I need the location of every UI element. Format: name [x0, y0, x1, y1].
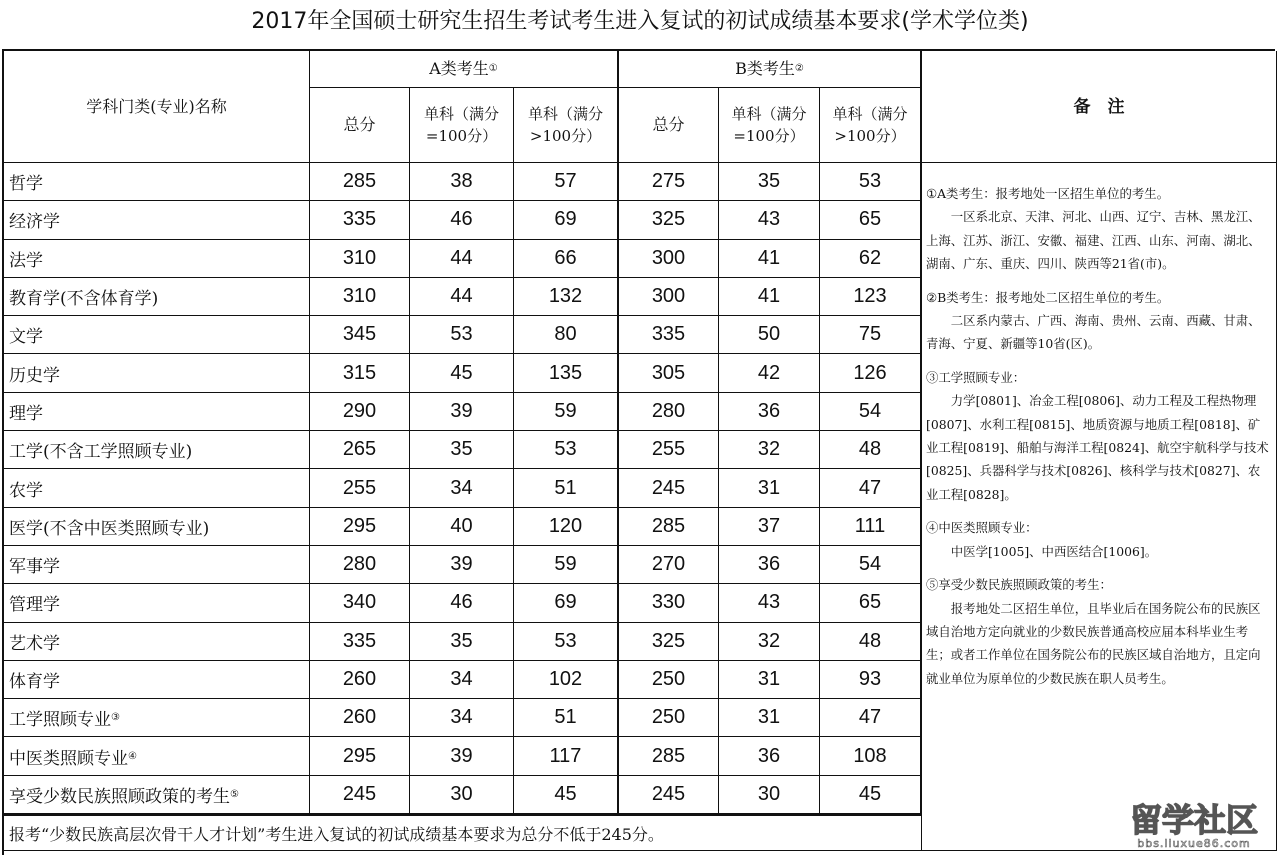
a-single-100-score: 34	[410, 469, 514, 507]
a-single-100-score: 44	[410, 240, 514, 278]
subject-name-text: 工学(不含工学照顾专业)	[9, 442, 193, 463]
b-single-100-score: 43	[719, 201, 820, 239]
a-total-score: 280	[310, 546, 410, 584]
group-a-label: A类考生	[429, 59, 489, 78]
a-single-over-100-score: 51	[514, 469, 619, 507]
subject-name-text: 经济学	[9, 212, 60, 233]
a-single-100-score: 34	[410, 699, 514, 737]
a-single-over-100-score: 120	[514, 508, 619, 546]
subject-name-text: 军事学	[9, 557, 60, 578]
a-single-100-score: 40	[410, 508, 514, 546]
a-single-over-100-score: 66	[514, 240, 619, 278]
subject-name-text: 管理学	[9, 595, 60, 616]
b-single-over-100-score: 47	[820, 469, 922, 507]
b-single-over-100-score: 108	[820, 737, 922, 775]
a-single-100-score: 46	[410, 201, 514, 239]
a-total-score: 295	[310, 737, 410, 775]
group-b-header	[619, 51, 922, 88]
a-single-100-score: 46	[410, 584, 514, 622]
a-single-over-100-score: 59	[514, 393, 619, 431]
b-single-over-100-score: 45	[820, 776, 922, 814]
remark-5	[926, 573, 1272, 690]
b-total-score: 330	[619, 584, 719, 622]
subject-name-text: 文学	[9, 327, 43, 348]
remark-4	[926, 516, 1272, 563]
a-single-over-100-score: 117	[514, 737, 619, 775]
a-total-score: 310	[310, 240, 410, 278]
a-total-score: 245	[310, 776, 410, 814]
a-total-header: 总分	[310, 88, 410, 163]
b-total-score: 255	[619, 431, 719, 469]
b-single-100-score: 32	[719, 623, 820, 661]
a-single-over-100-score: 102	[514, 661, 619, 699]
remark-2	[926, 286, 1272, 356]
b-single-100-score: 43	[719, 584, 820, 622]
group-b-label: B类考生	[735, 59, 795, 78]
b-single-over-100-score: 65	[820, 201, 922, 239]
a-single-100-score: 39	[410, 737, 514, 775]
subject-name-text: 体育学	[9, 672, 60, 692]
b-single-100-score: 32	[719, 431, 820, 469]
b-total-header: 总分	[619, 88, 719, 163]
b-single-100-score: 36	[719, 393, 820, 431]
b-single-100-score: 37	[719, 508, 820, 546]
b-total-score: 285	[619, 508, 719, 546]
a-total-score: 295	[310, 508, 410, 546]
subject-name-text: 医学(不含中医类照顾专业)	[9, 518, 210, 539]
b-single-over-100-score: 54	[820, 546, 922, 584]
a-single-over-100-score: 53	[514, 431, 619, 469]
subject-name-text: 法学	[9, 250, 43, 271]
b-single-100-score: 31	[719, 661, 820, 699]
remark-5-body: 报考地处二区招生单位，且毕业后在国务院公布的民族区域自治地方定向就业的少数民族普通高校应届本科毕业生考生；或者工作单位在国务院公布的民族区域自治地方，且定向就业单位为原单位的少数民族在职人员考生。	[926, 600, 1261, 686]
subject-name	[4, 699, 310, 737]
subject-header: 学科门类(专业)名称	[4, 51, 310, 163]
b-single-100-score: 41	[719, 278, 820, 316]
group-a-header	[310, 51, 619, 88]
b-single-over-100-score: 62	[820, 240, 922, 278]
subject-name	[4, 469, 310, 507]
a-single-over-100-header: 单科（满分>100分）	[514, 88, 619, 163]
page-title: 2017年全国硕士研究生招生考试考生进入复试的初试成绩基本要求(学术学位类)	[251, 9, 1029, 34]
subject-name	[4, 316, 310, 354]
b-single-over-100-score: 126	[820, 354, 922, 392]
b-total-score: 245	[619, 776, 719, 814]
b-total-score: 305	[619, 354, 719, 392]
a-total-score: 255	[310, 469, 410, 507]
b-single-100-score: 36	[719, 546, 820, 584]
subject-name-text: 哲学	[9, 174, 43, 195]
a-total-score: 340	[310, 584, 410, 622]
b-total-score: 325	[619, 201, 719, 239]
b-total-score: 300	[619, 278, 719, 316]
a-single-over-100-score: 80	[514, 316, 619, 354]
a-total-score: 260	[310, 661, 410, 699]
b-total-score: 335	[619, 316, 719, 354]
a-single-over-100-score: 135	[514, 354, 619, 392]
a-single-100-score: 30	[410, 776, 514, 814]
b-single-100-score: 30	[719, 776, 820, 814]
subject-name-text: 农学	[9, 480, 43, 501]
remarks-panel	[922, 163, 1277, 851]
b-single-over-100-score: 93	[820, 661, 922, 699]
b-single-over-100-score: 48	[820, 431, 922, 469]
a-single-100-score: 39	[410, 393, 514, 431]
group-b-mark: ②	[794, 63, 804, 74]
remark-4-head: ④中医类照顾专业：	[926, 520, 1038, 536]
b-total-score: 270	[619, 546, 719, 584]
b-single-100-score: 50	[719, 316, 820, 354]
subject-name	[4, 737, 310, 775]
subject-name	[4, 546, 310, 584]
remark-3-body: 力学[0801]、冶金工程[0806]、动力工程及工程热物理[0807]、水利工程[0815]、地质资源与地质工程[0818]、矿业工程[0819]、船舶与海洋工程[0824]、航空宇航科学与技术[0825]、兵器科学与技术[0826]、核科学与技术[0827]、农业工程[0828]。	[926, 393, 1269, 502]
a-single-100-score: 38	[410, 163, 514, 201]
watermark-main: 留学社区	[1129, 801, 1258, 839]
a-total-score: 285	[310, 163, 410, 201]
b-single-100-score: 31	[719, 469, 820, 507]
a-single-100-header: 单科（满分=100分）	[410, 88, 514, 163]
subject-name-text: 教育学(不含体育学)	[9, 289, 159, 310]
remark-4-body: 中医学[1005]、中西医结合[1006]。	[950, 543, 1158, 559]
a-single-over-100-score: 59	[514, 546, 619, 584]
b-single-over-100-score: 75	[820, 316, 922, 354]
subject-name	[4, 354, 310, 392]
remark-3	[926, 366, 1272, 506]
remark-1-head: ①A类考生：报考地处一区招生单位的考生。	[926, 186, 1170, 201]
b-total-score: 325	[619, 623, 719, 661]
b-total-score: 280	[619, 393, 719, 431]
subject-name	[4, 431, 310, 469]
a-total-score: 335	[310, 623, 410, 661]
footnote: 报考“少数民族高层次骨干人才计划”考生进入复试的初试成绩基本要求为总分不低于245分。	[4, 814, 922, 851]
a-single-100-score: 34	[410, 661, 514, 699]
a-total-score: 345	[310, 316, 410, 354]
remark-1	[926, 182, 1272, 276]
subject-name	[4, 278, 310, 316]
b-single-over-100-score: 48	[820, 623, 922, 661]
subject-name	[4, 584, 310, 622]
a-single-over-100-score: 51	[514, 699, 619, 737]
remark-1-body: 一区系北京、天津、河北、山西、辽宁、吉林、黑龙江、上海、江苏、浙江、安徽、福建、江西、山东、河南、湖北、湖南、广东、重庆、四川、陕西等21省(市)。	[926, 209, 1261, 272]
b-total-score: 285	[619, 737, 719, 775]
b-single-100-score: 31	[719, 699, 820, 737]
b-single-over-100-score: 54	[820, 393, 922, 431]
b-total-score: 275	[619, 163, 719, 201]
a-single-100-score: 35	[410, 431, 514, 469]
subject-name-text: 中医类照顾专业	[9, 748, 128, 769]
subject-name-text: 工学照顾专业	[9, 710, 111, 731]
a-single-over-100-score: 69	[514, 201, 619, 239]
b-single-over-100-header: 单科（满分>100分）	[820, 88, 922, 163]
b-single-100-score: 41	[719, 240, 820, 278]
a-total-score: 315	[310, 354, 410, 392]
a-single-over-100-score: 132	[514, 278, 619, 316]
subject-name-text: 历史学	[9, 365, 60, 386]
subject-name	[4, 508, 310, 546]
remark-2-head: ②B类考生：报考地处二区招生单位的考生。	[926, 289, 1170, 305]
subject-footnote-mark: ⑤	[230, 788, 239, 800]
a-single-over-100-score: 45	[514, 776, 619, 814]
a-single-100-score: 44	[410, 278, 514, 316]
a-single-100-score: 35	[410, 623, 514, 661]
subject-name-text: 艺术学	[9, 633, 60, 654]
a-single-100-score: 45	[410, 354, 514, 392]
b-single-over-100-score: 65	[820, 584, 922, 622]
remarks-header: 备 注	[922, 51, 1277, 163]
a-single-over-100-score: 57	[514, 163, 619, 201]
a-single-over-100-score: 53	[514, 623, 619, 661]
b-single-over-100-score: 47	[820, 699, 922, 737]
b-single-over-100-score: 53	[820, 163, 922, 201]
b-single-over-100-score: 111	[820, 508, 922, 546]
b-total-score: 250	[619, 661, 719, 699]
subject-name-text: 享受少数民族照顾政策的考生	[9, 786, 230, 807]
b-total-score: 245	[619, 469, 719, 507]
remark-3-head: ③工学照顾专业：	[926, 369, 1026, 385]
a-single-100-score: 39	[410, 546, 514, 584]
a-total-score: 335	[310, 201, 410, 239]
subject-name	[4, 661, 310, 699]
b-single-100-score: 35	[719, 163, 820, 201]
a-total-score: 310	[310, 278, 410, 316]
watermark-sub: bbs.liuxue86.com	[1137, 837, 1251, 850]
subject-name	[4, 201, 310, 239]
subject-footnote-mark: ④	[128, 750, 137, 762]
subject-name	[4, 623, 310, 661]
b-single-100-score: 36	[719, 737, 820, 775]
a-single-over-100-score: 69	[514, 584, 619, 622]
subject-name	[4, 393, 310, 431]
subject-name	[4, 240, 310, 278]
subject-name-text: 理学	[9, 403, 43, 424]
a-total-score: 290	[310, 393, 410, 431]
b-single-100-score: 42	[719, 354, 820, 392]
a-total-score: 260	[310, 699, 410, 737]
b-single-over-100-score: 123	[820, 278, 922, 316]
remark-2-body: 二区系内蒙古、广西、海南、贵州、云南、西藏、甘肃、青海、宁夏、新疆等10省(区)。	[926, 313, 1261, 352]
b-single-100-header: 单科（满分=100分）	[719, 88, 820, 163]
remark-5-head: ⑤享受少数民族照顾政策的考生：	[926, 577, 1112, 593]
a-single-100-score: 53	[410, 316, 514, 354]
group-a-mark: ①	[488, 63, 498, 74]
score-table	[2, 49, 1275, 855]
subject-name	[4, 163, 310, 201]
b-total-score: 250	[619, 699, 719, 737]
a-total-score: 265	[310, 431, 410, 469]
b-total-score: 300	[619, 240, 719, 278]
subject-name	[4, 776, 310, 814]
subject-footnote-mark: ③	[111, 712, 120, 724]
